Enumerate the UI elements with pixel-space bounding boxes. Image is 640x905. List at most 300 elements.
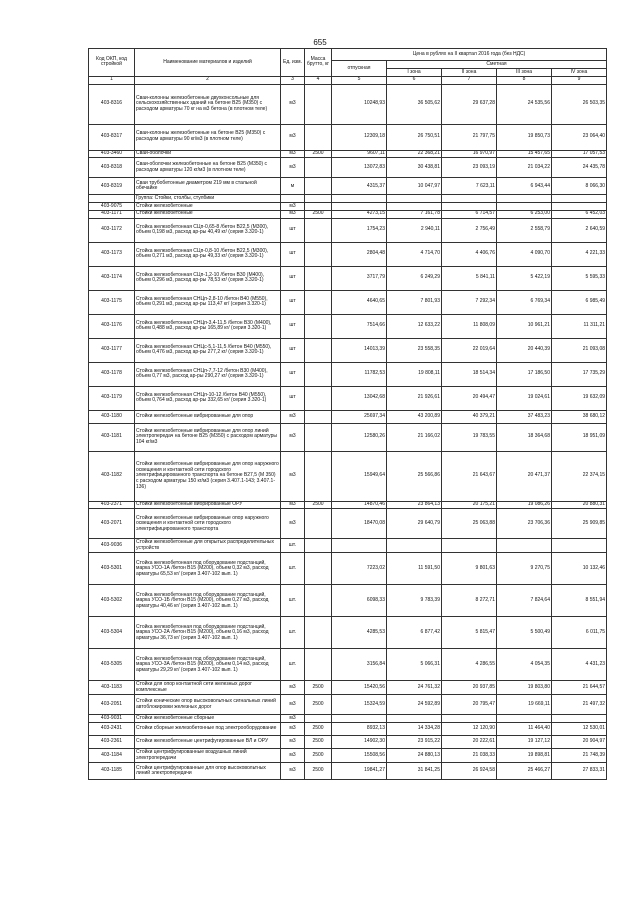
cell-zone4-price: 38 680,12 bbox=[552, 410, 607, 423]
cell-zone3-price: 23 706,36 bbox=[497, 509, 552, 539]
cell-zone2-price: 7 623,11 bbox=[442, 178, 497, 195]
cell-release-price: 14870,46 bbox=[332, 501, 387, 509]
cell-zone2-price: 20 175,21 bbox=[442, 501, 497, 509]
column-index-cell: 3 bbox=[281, 76, 305, 84]
cell-zone1-price: 21 926,61 bbox=[387, 386, 442, 410]
cell-zone1-price: 21 166,02 bbox=[387, 423, 442, 451]
cell-unit: м3 bbox=[281, 150, 305, 158]
cell-unit: м3 bbox=[281, 158, 305, 178]
table-row bbox=[89, 649, 607, 681]
cell-name: Стойка железобетонная под оборудование подстанций, марка УСО-3А /бетон В15 (М200), объем 0,14 м3, расход арматуры 29,29 кг/ (серия 3.407-102 вып. 1) bbox=[135, 649, 281, 681]
column-index-cell: 9 bbox=[552, 76, 607, 84]
cell-zone1-price: 43 200,89 bbox=[387, 410, 442, 423]
cell-zone3-price: 19 669,11 bbox=[497, 695, 552, 715]
cell-zone1-price: 5 066,31 bbox=[387, 649, 442, 681]
cell-name: Стойки сборные железобетонные под электрооборудование bbox=[135, 723, 281, 736]
cell-zone1-price: 22 368,21 bbox=[387, 150, 442, 158]
cell-zone4-price: 11 311,21 bbox=[552, 314, 607, 338]
cell-zone1-price: 24 761,32 bbox=[387, 681, 442, 695]
cell-zone4-price: 4 431,23 bbox=[552, 649, 607, 681]
cell-zone3-price: 19 086,26 bbox=[497, 501, 552, 509]
cell-mass bbox=[305, 715, 332, 723]
header-code: Код ОКП, код стройкой bbox=[89, 49, 135, 77]
cell-name: Сваи-колонны железобетонные на бетоне В25 (М350) с расходом арматуры 90 кг/м3 (в плотном теле) bbox=[135, 124, 281, 150]
cell-mass bbox=[305, 649, 332, 681]
cell-zone3-price: 6 943,44 bbox=[497, 178, 552, 195]
cell-release-price: 15420,56 bbox=[332, 681, 387, 695]
cell-unit: м3 bbox=[281, 695, 305, 715]
cell-name: Стойки железобетонные вибрированные для опор наружного освещения и контактной сети городского электрифицированного транспорта на бетоне В27,5 (М 350) с расходом арматуры 150 кг/м3 (серия 3.407.1-143; 3.407.1-136) bbox=[135, 451, 281, 501]
cell-zone4-price: 26 503,35 bbox=[552, 84, 607, 124]
cell-release-price: 4273,15 bbox=[332, 210, 387, 218]
cell-release-price: 6098,33 bbox=[332, 585, 387, 617]
table-row bbox=[89, 178, 607, 195]
table-row bbox=[89, 203, 607, 211]
table-row bbox=[89, 158, 607, 178]
cell-mass bbox=[305, 362, 332, 386]
cell-mass bbox=[305, 203, 332, 211]
cell-name: Стойки железобетонные вибрированные опор наружного освещения и контактной сети городского электрифицированного транспорта bbox=[135, 509, 281, 539]
table-row bbox=[89, 362, 607, 386]
table-row bbox=[89, 681, 607, 695]
cell-release-price bbox=[332, 195, 387, 203]
cell-mass bbox=[305, 585, 332, 617]
cell-mass bbox=[305, 218, 332, 242]
cell-mass: 2500 bbox=[305, 681, 332, 695]
cell-code: 403-1182 bbox=[89, 451, 135, 501]
cell-zone3-price: 19 898,81 bbox=[497, 749, 552, 763]
cell-release-price: 4315,37 bbox=[332, 178, 387, 195]
header-release: отпускная bbox=[332, 61, 387, 77]
cell-zone2-price: 8 272,71 bbox=[442, 585, 497, 617]
cell-unit: шт. bbox=[281, 553, 305, 585]
cell-code: 403-2051 bbox=[89, 695, 135, 715]
cell-mass bbox=[305, 242, 332, 266]
table-row bbox=[89, 124, 607, 150]
cell-mass bbox=[305, 158, 332, 178]
cell-zone3-price: 37 483,23 bbox=[497, 410, 552, 423]
table-row bbox=[89, 749, 607, 763]
header-unit: Ед. изм. bbox=[281, 49, 305, 77]
header-zone3: III зона bbox=[497, 68, 552, 76]
cell-unit: шт. bbox=[281, 617, 305, 649]
cell-zone3-price: 5 422,19 bbox=[497, 266, 552, 290]
table-row bbox=[89, 715, 607, 723]
cell-mass: 2500 bbox=[305, 695, 332, 715]
cell-zone2-price: 18 514,34 bbox=[442, 362, 497, 386]
cell-unit: шт. bbox=[281, 539, 305, 553]
cell-name: Стойки железобетонные вибрированные для опор линий электропередач на бетоне В25 (М350) с расходом арматуры 104 кг/м3 bbox=[135, 423, 281, 451]
cell-zone2-price: 26 924,58 bbox=[442, 763, 497, 780]
cell-name: Стойка железобетонная под оборудование подстанций, марка УСО-1А /бетон В15 (М200), объем 0,32 м3, расход арматуры 65,53 кг/ (серия 3.407-102 вып. 1) bbox=[135, 553, 281, 585]
cell-zone1-price bbox=[387, 715, 442, 723]
cell-zone2-price: 4 286,55 bbox=[442, 649, 497, 681]
column-index-cell: 2 bbox=[135, 76, 281, 84]
table-row bbox=[89, 501, 607, 509]
cell-zone4-price: 21 497,32 bbox=[552, 695, 607, 715]
cell-zone3-price: 20 440,39 bbox=[497, 338, 552, 362]
cell-zone3-price: 24 535,56 bbox=[497, 84, 552, 124]
cell-zone1-price: 23 864,13 bbox=[387, 501, 442, 509]
cell-release-price bbox=[332, 715, 387, 723]
cell-mass bbox=[305, 617, 332, 649]
cell-zone1-price bbox=[387, 203, 442, 211]
cell-release-price: 11782,53 bbox=[332, 362, 387, 386]
cell-zone3-price bbox=[497, 203, 552, 211]
cell-unit: шт. bbox=[281, 585, 305, 617]
cell-zone3-price: 4 054,35 bbox=[497, 649, 552, 681]
cell-release-price: 12309,18 bbox=[332, 124, 387, 150]
cell-code: 403-1176 bbox=[89, 314, 135, 338]
cell-zone1-price: 23 558,35 bbox=[387, 338, 442, 362]
cell-zone1-price: 31 841,25 bbox=[387, 763, 442, 780]
cell-zone1-price: 12 633,22 bbox=[387, 314, 442, 338]
cell-release-price: 18470,08 bbox=[332, 509, 387, 539]
column-index-cell: 6 bbox=[387, 76, 442, 84]
cell-zone2-price: 21 797,75 bbox=[442, 124, 497, 150]
cell-name: Стойка железобетонная СЦп-0,65-8 /бетон В22,5 (М300), объем 0,198 м3, расход ар-ры 40,49 кг/ (серия 3.320-1) bbox=[135, 218, 281, 242]
table-row bbox=[89, 539, 607, 553]
cell-zone4-price: 8 066,30 bbox=[552, 178, 607, 195]
cell-zone4-price bbox=[552, 195, 607, 203]
cell-name: Группа: Стойки, столбы, стулбики bbox=[135, 195, 281, 203]
cell-code: 403-9075 bbox=[89, 203, 135, 211]
cell-code: 403-1184 bbox=[89, 749, 135, 763]
cell-unit: шт bbox=[281, 338, 305, 362]
cell-code: 403-1178 bbox=[89, 362, 135, 386]
cell-name: Стойки для опор контактной сети железных дорог комплексные bbox=[135, 681, 281, 695]
cell-zone1-price: 6 877,42 bbox=[387, 617, 442, 649]
cell-zone2-price: 29 637,28 bbox=[442, 84, 497, 124]
cell-name: Стойка железобетонная СНЦп-7,7-12 /бетон В30 (М400), объем 0,77 м3, расход ар-ры 290,27 кг/ (серия 3.320-1) bbox=[135, 362, 281, 386]
cell-release-price: 19841,27 bbox=[332, 763, 387, 780]
cell-unit: шт bbox=[281, 290, 305, 314]
table-row bbox=[89, 736, 607, 749]
cell-zone2-price: 21 038,33 bbox=[442, 749, 497, 763]
cell-name: Стойки центрифугированные воздушных линий электропередачи bbox=[135, 749, 281, 763]
cell-zone1-price: 4 714,70 bbox=[387, 242, 442, 266]
cell-name: Сваи-колонны железобетонные двухконсольные для сельскохозяйственных зданий на бетоне В25 (М350) с расходом арматуры 70 кг на м3 бетона (в плотном теле) bbox=[135, 84, 281, 124]
cell-zone4-price: 5 595,33 bbox=[552, 266, 607, 290]
cell-zone2-price: 16 970,97 bbox=[442, 150, 497, 158]
cell-zone4-price bbox=[552, 715, 607, 723]
cell-zone3-price: 11 464,40 bbox=[497, 723, 552, 736]
cell-zone2-price: 21 643,67 bbox=[442, 451, 497, 501]
cell-zone2-price: 4 406,76 bbox=[442, 242, 497, 266]
cell-zone2-price: 6 714,57 bbox=[442, 210, 497, 218]
cell-code: 403-5304 bbox=[89, 617, 135, 649]
cell-release-price: 4285,53 bbox=[332, 617, 387, 649]
cell-zone4-price: 18 951,09 bbox=[552, 423, 607, 451]
cell-zone2-price: 7 292,34 bbox=[442, 290, 497, 314]
cell-unit: м3 bbox=[281, 501, 305, 509]
cell-zone1-price: 14 334,28 bbox=[387, 723, 442, 736]
cell-mass bbox=[305, 338, 332, 362]
cell-unit: м3 bbox=[281, 681, 305, 695]
cell-mass: 2500 bbox=[305, 749, 332, 763]
cell-name: Стойка железобетонная СНЦс-5,1-11,5 /бетон В40 (М550), объем 0,476 м3, расход ар-ры 277,2 кг/ (серия 3.320-1) bbox=[135, 338, 281, 362]
cell-unit: м3 bbox=[281, 723, 305, 736]
cell-code: 403-8316 bbox=[89, 84, 135, 124]
cell-zone4-price: 20 880,31 bbox=[552, 501, 607, 509]
cell-unit: м3 bbox=[281, 410, 305, 423]
cell-zone1-price: 24 592,89 bbox=[387, 695, 442, 715]
cell-mass bbox=[305, 124, 332, 150]
cell-name: Стойка железобетонная СЦп-0,8-10 /бетон В22,5 (М300), объем 0,271 м3, расход ар-ры 49,33 кг/ (серия 3.320-1) bbox=[135, 242, 281, 266]
cell-code: 403-1185 bbox=[89, 763, 135, 780]
cell-release-price: 3156,84 bbox=[332, 649, 387, 681]
cell-mass bbox=[305, 423, 332, 451]
cell-name: Стойка железобетонная под оборудование подстанций, марка УСО-1Б /бетон В15 (М200), объем 0,27 м3, расход арматуры 40,46 кг/ (серия 3.407-102 вып. 1) bbox=[135, 585, 281, 617]
cell-zone2-price: 5 815,47 bbox=[442, 617, 497, 649]
table-row bbox=[89, 553, 607, 585]
cell-mass: 2500 bbox=[305, 210, 332, 218]
cell-unit: шт bbox=[281, 218, 305, 242]
cell-zone1-price: 30 438,81 bbox=[387, 158, 442, 178]
cell-zone1-price bbox=[387, 539, 442, 553]
table-row bbox=[89, 585, 607, 617]
cell-zone4-price: 22 374,15 bbox=[552, 451, 607, 501]
cell-zone3-price: 21 034,22 bbox=[497, 158, 552, 178]
cell-zone1-price: 9 783,39 bbox=[387, 585, 442, 617]
cell-zone3-price bbox=[497, 195, 552, 203]
cell-code: 403-1172 bbox=[89, 218, 135, 242]
table-row bbox=[89, 242, 607, 266]
cell-mass bbox=[305, 553, 332, 585]
table-row bbox=[89, 314, 607, 338]
table-row bbox=[89, 723, 607, 736]
cell-zone2-price: 11 808,09 bbox=[442, 314, 497, 338]
column-index-cell: 5 bbox=[332, 76, 387, 84]
cell-zone1-price: 7 801,93 bbox=[387, 290, 442, 314]
cell-name: Стойки конические опор высоковольтных сигнальных линий автоблокировки железных дорог bbox=[135, 695, 281, 715]
cell-zone4-price: 24 435,78 bbox=[552, 158, 607, 178]
cell-zone3-price: 19 127,12 bbox=[497, 736, 552, 749]
cell-release-price: 25697,34 bbox=[332, 410, 387, 423]
cell-mass: 2500 bbox=[305, 763, 332, 780]
cell-code: 403-8318 bbox=[89, 158, 135, 178]
cell-release-price: 8932,13 bbox=[332, 723, 387, 736]
cell-zone3-price: 4 090,70 bbox=[497, 242, 552, 266]
cell-zone2-price: 20 222,61 bbox=[442, 736, 497, 749]
cell-zone1-price: 6 249,29 bbox=[387, 266, 442, 290]
cell-zone4-price: 6 452,03 bbox=[552, 210, 607, 218]
cell-zone3-price: 7 824,64 bbox=[497, 585, 552, 617]
column-index-cell: 1 bbox=[89, 76, 135, 84]
cell-name: Стойки железобетонные сборные bbox=[135, 715, 281, 723]
cell-mass bbox=[305, 509, 332, 539]
table-row bbox=[89, 410, 607, 423]
cell-zone4-price bbox=[552, 203, 607, 211]
table-row bbox=[89, 338, 607, 362]
cell-unit: м3 bbox=[281, 451, 305, 501]
cell-release-price: 10248,93 bbox=[332, 84, 387, 124]
cell-code: 403-1174 bbox=[89, 266, 135, 290]
cell-mass bbox=[305, 266, 332, 290]
cell-zone3-price: 17 186,50 bbox=[497, 362, 552, 386]
cell-zone3-price: 6 253,00 bbox=[497, 210, 552, 218]
cell-release-price: 14902,30 bbox=[332, 736, 387, 749]
cell-zone4-price: 21 093,08 bbox=[552, 338, 607, 362]
header-zone1: I зона bbox=[387, 68, 442, 76]
table-row bbox=[89, 210, 607, 218]
cell-zone2-price bbox=[442, 203, 497, 211]
column-index-cell: 7 bbox=[442, 76, 497, 84]
cell-code: 403-8317 bbox=[89, 124, 135, 150]
cell-release-price: 1754,23 bbox=[332, 218, 387, 242]
cell-zone4-price: 23 064,40 bbox=[552, 124, 607, 150]
cell-zone2-price: 20 494,47 bbox=[442, 386, 497, 410]
cell-zone4-price: 2 640,59 bbox=[552, 218, 607, 242]
price-table bbox=[88, 48, 607, 780]
table-row bbox=[89, 195, 607, 203]
cell-unit: шт bbox=[281, 386, 305, 410]
cell-zone4-price bbox=[552, 539, 607, 553]
cell-release-price: 15949,64 bbox=[332, 451, 387, 501]
cell-zone4-price: 20 904,97 bbox=[552, 736, 607, 749]
cell-code: 403-1181 bbox=[89, 423, 135, 451]
cell-name: Стойки железобетонные вибрированные ОРУ bbox=[135, 501, 281, 509]
cell-zone3-price: 19 803,80 bbox=[497, 681, 552, 695]
cell-mass bbox=[305, 178, 332, 195]
cell-mass bbox=[305, 451, 332, 501]
cell-zone1-price: 25 566,86 bbox=[387, 451, 442, 501]
cell-name: Стойка железобетонная под оборудование подстанций, марка УСО-2А /бетон В15 (М200), объем 0,16 м3, расход арматуры 36,73 кг/ (серия 3.407-102 вып. 1) bbox=[135, 617, 281, 649]
cell-release-price: 15324,59 bbox=[332, 695, 387, 715]
table-row bbox=[89, 150, 607, 158]
cell-zone1-price: 29 640,79 bbox=[387, 509, 442, 539]
cell-code: 403-2371 bbox=[89, 501, 135, 509]
cell-zone4-price: 27 833,31 bbox=[552, 763, 607, 780]
cell-name: Стойка железобетонная СНЦп-2,8-10 /бетон В40 (М550), объем 0,291 м3, расход ар-ры 113,47 кг/ (серия 3.320-1) bbox=[135, 290, 281, 314]
cell-unit: м3 bbox=[281, 715, 305, 723]
table-row bbox=[89, 386, 607, 410]
header-name: Наименование материалов и изделий bbox=[135, 49, 281, 77]
cell-unit: м3 bbox=[281, 763, 305, 780]
cell-code: 403-1171 bbox=[89, 210, 135, 218]
cell-zone3-price: 10 961,21 bbox=[497, 314, 552, 338]
cell-mass bbox=[305, 410, 332, 423]
table-row bbox=[89, 266, 607, 290]
cell-name: Стойки железобетонные bbox=[135, 210, 281, 218]
cell-zone2-price: 23 093,19 bbox=[442, 158, 497, 178]
cell-code: 403-1183 bbox=[89, 681, 135, 695]
table-row bbox=[89, 695, 607, 715]
cell-zone3-price bbox=[497, 539, 552, 553]
cell-code: 403-9031 bbox=[89, 715, 135, 723]
cell-code: 403-2431 bbox=[89, 723, 135, 736]
cell-zone4-price: 21 748,39 bbox=[552, 749, 607, 763]
cell-zone2-price: 25 063,88 bbox=[442, 509, 497, 539]
cell-zone3-price bbox=[497, 715, 552, 723]
cell-code: 403-2361 bbox=[89, 736, 135, 749]
cell-zone1-price bbox=[387, 195, 442, 203]
cell-zone3-price: 15 457,65 bbox=[497, 150, 552, 158]
cell-zone2-price: 22 019,64 bbox=[442, 338, 497, 362]
cell-name: Стойки железобетонные вибрированные для опор bbox=[135, 410, 281, 423]
cell-unit: шт bbox=[281, 266, 305, 290]
cell-mass bbox=[305, 195, 332, 203]
cell-code: 403-5301 bbox=[89, 553, 135, 585]
column-index-cell: 8 bbox=[497, 76, 552, 84]
cell-code bbox=[89, 195, 135, 203]
table-row bbox=[89, 218, 607, 242]
cell-release-price: 7514,66 bbox=[332, 314, 387, 338]
cell-zone3-price: 20 471,37 bbox=[497, 451, 552, 501]
cell-zone1-price: 26 750,51 bbox=[387, 124, 442, 150]
cell-zone2-price: 40 379,21 bbox=[442, 410, 497, 423]
cell-release-price: 4640,65 bbox=[332, 290, 387, 314]
cell-unit: шт. bbox=[281, 649, 305, 681]
cell-unit: м bbox=[281, 178, 305, 195]
cell-zone4-price: 10 132,46 bbox=[552, 553, 607, 585]
cell-zone2-price: 2 756,49 bbox=[442, 218, 497, 242]
cell-mass bbox=[305, 290, 332, 314]
cell-name: Стойка железобетонная СЦп-1,2-10 /бетон В30 (М400), объем 0,296 м3, расход ар-ры 78,53 кг/ (серия 3.320-1) bbox=[135, 266, 281, 290]
cell-mass bbox=[305, 314, 332, 338]
cell-release-price: 7223,02 bbox=[332, 553, 387, 585]
cell-release-price: 3717,79 bbox=[332, 266, 387, 290]
cell-release-price: 2804,48 bbox=[332, 242, 387, 266]
cell-zone4-price: 6 011,75 bbox=[552, 617, 607, 649]
cell-unit: м3 bbox=[281, 203, 305, 211]
cell-zone2-price: 5 841,11 bbox=[442, 266, 497, 290]
cell-zone3-price: 19 024,61 bbox=[497, 386, 552, 410]
cell-mass: 2500 bbox=[305, 501, 332, 509]
header-mass: Масса брутто, кг bbox=[305, 49, 332, 77]
cell-name: Сваи трубобетонные диаметром 219 мм в стальной обечайке bbox=[135, 178, 281, 195]
cell-release-price bbox=[332, 203, 387, 211]
cell-zone4-price: 17 735,29 bbox=[552, 362, 607, 386]
cell-unit: м3 bbox=[281, 210, 305, 218]
cell-name: Стойки железобетонные центрифугированные ВЛ и ОРУ bbox=[135, 736, 281, 749]
cell-zone1-price: 19 808,11 bbox=[387, 362, 442, 386]
cell-unit: м3 bbox=[281, 84, 305, 124]
cell-mass: 2500 bbox=[305, 723, 332, 736]
cell-zone1-price: 23 915,22 bbox=[387, 736, 442, 749]
cell-zone1-price: 24 880,13 bbox=[387, 749, 442, 763]
cell-zone3-price: 2 558,79 bbox=[497, 218, 552, 242]
cell-mass bbox=[305, 386, 332, 410]
cell-release-price: 13042,68 bbox=[332, 386, 387, 410]
cell-zone1-price: 11 591,50 bbox=[387, 553, 442, 585]
cell-unit: шт bbox=[281, 362, 305, 386]
cell-zone4-price: 8 551,94 bbox=[552, 585, 607, 617]
cell-code: 403-5305 bbox=[89, 649, 135, 681]
cell-name: Стойка железобетонная СНЦп-3,4-11,5 /бетон В30 (М400), объем 0,488 м3, расход ар-ры 165,89 кг/ (серия 3.320-1) bbox=[135, 314, 281, 338]
cell-zone4-price: 17 057,53 bbox=[552, 150, 607, 158]
cell-zone3-price: 6 769,34 bbox=[497, 290, 552, 314]
cell-unit: шт bbox=[281, 314, 305, 338]
cell-zone2-price: 19 783,55 bbox=[442, 423, 497, 451]
cell-zone2-price bbox=[442, 539, 497, 553]
cell-code: 403-2071 bbox=[89, 509, 135, 539]
cell-mass: 2500 bbox=[305, 736, 332, 749]
table-row bbox=[89, 617, 607, 649]
cell-name: Сваи-оболочки железобетонные на бетоне В25 (М350) с расходом арматуры 120 кг/м3 (в плотном теле) bbox=[135, 158, 281, 178]
cell-zone3-price: 19 850,73 bbox=[497, 124, 552, 150]
cell-zone1-price: 2 940,11 bbox=[387, 218, 442, 242]
cell-zone1-price: 36 505,62 bbox=[387, 84, 442, 124]
cell-zone2-price: 9 801,63 bbox=[442, 553, 497, 585]
cell-name: Стойка железобетонная СНЦп-10-12 /бетон В40 (М550), объем 0,764 м3, расход ар-ры 332,65 кг/ (серия 3.320-1) bbox=[135, 386, 281, 410]
cell-zone1-price: 10 047,97 bbox=[387, 178, 442, 195]
column-index-row bbox=[89, 76, 607, 84]
cell-zone2-price: 20 937,85 bbox=[442, 681, 497, 695]
table-row bbox=[89, 451, 607, 501]
cell-name: Стойки железобетонные bbox=[135, 203, 281, 211]
cell-release-price: 12580,26 bbox=[332, 423, 387, 451]
